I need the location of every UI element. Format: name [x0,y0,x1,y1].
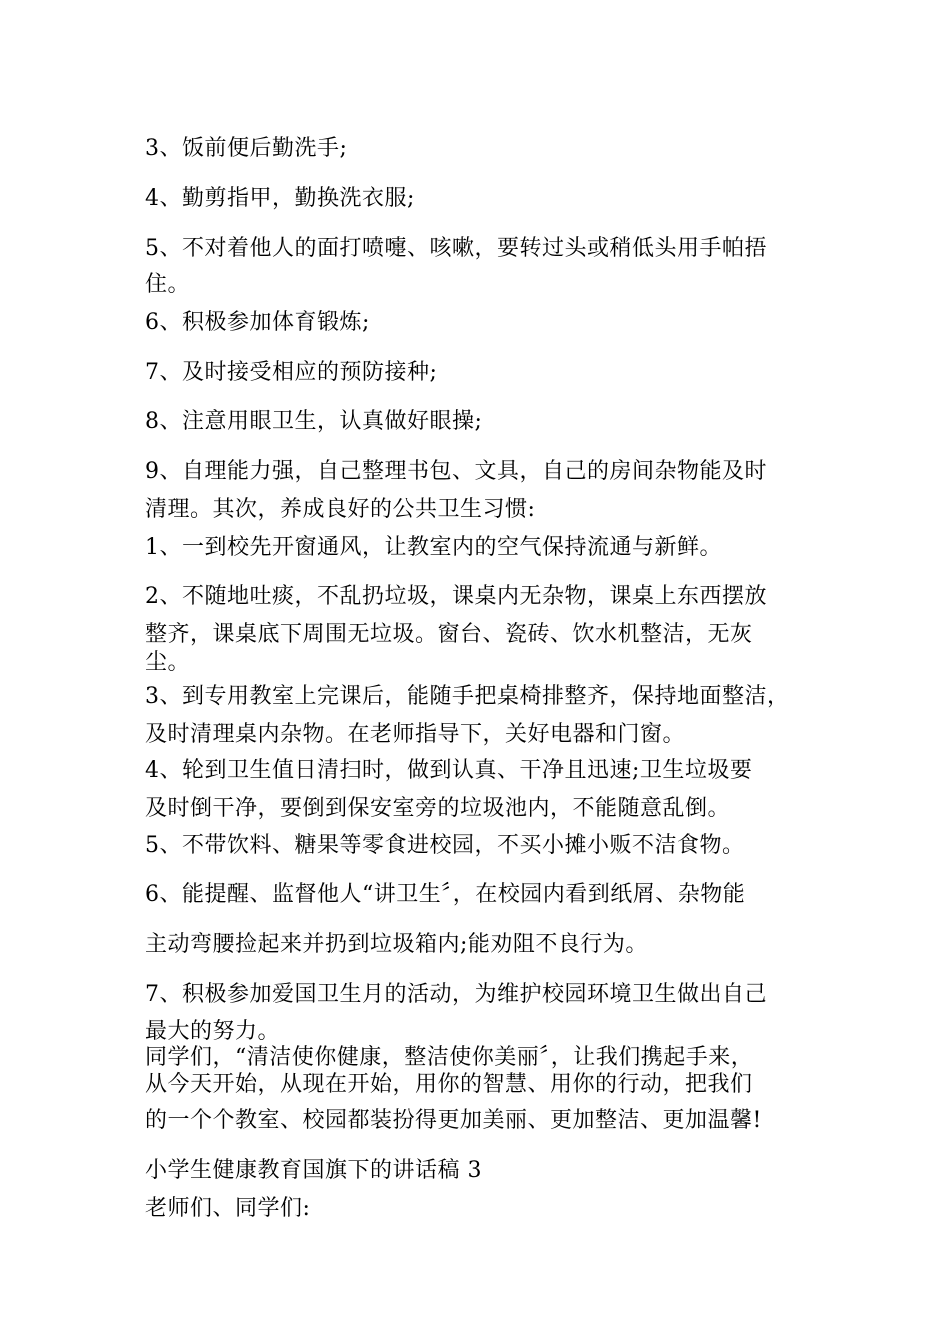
text-line: 同学们，“清洁使你健康，整洁使你美丽〞，让我们携起手来， [145,1045,754,1070]
text-line: 8、注意用眼卫生，认真做好眼操; [145,409,483,434]
text-line: 主动弯腰捡起来并扔到垃圾箱内;能劝阻不良行为。 [145,932,648,957]
text-line: 7、及时接受相应的预防接种; [145,360,438,385]
text-line: 的一个个教室、校园都装扮得更加美丽、更加整洁、更加温馨! [145,1108,762,1133]
text-line: 5、不带饮料、糖果等零食进校园，不买小摊小贩不洁食物。 [145,833,745,858]
text-line: 9、自理能力强，自己整理书包、文具，自己的房间杂物能及时 [145,459,767,484]
text-line: 6、能提醒、监督他人“讲卫生〞，在校园内看到纸屑、杂物能 [145,882,746,907]
text-line: 7、积极参加爱国卫生月的活动，为维护校园环境卫生做出自己 [145,982,767,1007]
text-line: 整齐，课桌底下周围无垃圾。窗台、瓷砖、饮水机整洁，无灰 [145,622,753,647]
section-heading: 小学生健康教育国旗下的讲话稿 3 [145,1158,482,1183]
text-line: 及时清理桌内杂物。在老师指导下，关好电器和门窗。 [145,722,686,747]
text-line: 4、勤剪指甲，勤换洗衣服; [145,186,415,211]
text-line: 1、一到校先开窗通风，让教室内的空气保持流通与新鲜。 [145,535,722,560]
text-line: 2、不随地吐痰，不乱扔垃圾，课桌内无杂物，课桌上东西摆放 [145,584,767,609]
text-line: 住。 [145,272,191,297]
text-line: 及时倒干净，要倒到保安室旁的垃圾池内，不能随意乱倒。 [145,796,731,821]
text-line: 5、不对着他人的面打喷嚏、咳嗽，要转过头或稍低头用手帕捂 [145,236,767,261]
text-line: 尘。 [145,650,191,675]
text-line: 6、积极参加体育锻炼; [145,310,370,335]
text-line: 最大的努力。 [145,1019,281,1044]
text-line: 3、到专用教室上完课后，能随手把桌椅排整齐，保持地面整洁， [145,684,790,709]
text-line: 老师们、同学们: [145,1196,311,1221]
text-line: 从今天开始，从现在开始，用你的智慧、用你的行动，把我们 [145,1072,753,1097]
text-line: 3、饭前便后勤洗手; [145,136,348,161]
text-line: 4、轮到卫生值日清扫时，做到认真、干净且迅速;卫生垃圾要 [145,758,753,783]
text-line: 清理。其次，养成良好的公共卫生习惯: [145,497,536,522]
